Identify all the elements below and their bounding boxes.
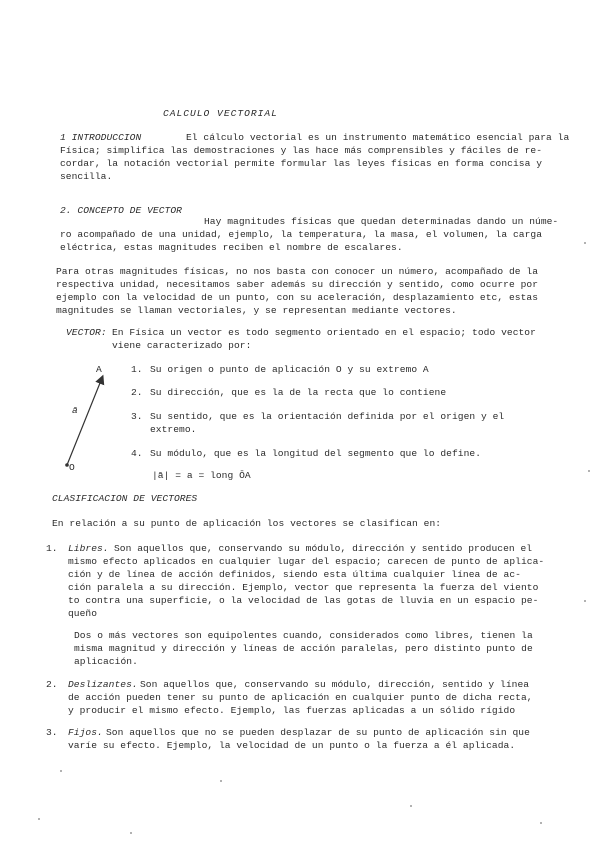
- vector-definition-label: VECTOR:: [66, 327, 107, 338]
- scan-artifact: [220, 780, 222, 782]
- list-item-number: 3.: [46, 727, 58, 738]
- paragraph-line: Son aquellos que no se pueden desplazar de su punto de aplicación sin que: [106, 727, 530, 738]
- paragraph-line: Son aquellos que, conservando su módulo, dirección, sentido y línea: [140, 679, 530, 690]
- paragraph-line: Dos o más vectores son equipolentes cuando, considerados como libres, tienen la: [74, 630, 533, 641]
- paragraph-line: En relación a su punto de aplicación los vectores se clasifican en:: [52, 518, 442, 529]
- paragraph-line: viene caracterizado por:: [112, 340, 252, 351]
- scan-artifact: [60, 770, 62, 772]
- paragraph-line: En Física un vector es todo segmento orientado en el espacio; todo vector: [112, 327, 536, 338]
- paragraph-line: de acción pueden tener su punto de aplicación en cualquier punto de dicha recta,: [68, 692, 533, 703]
- list-item-continuation: extremo.: [150, 424, 197, 435]
- list-item-number: 4.: [131, 448, 143, 459]
- scan-artifact: [584, 242, 586, 244]
- list-item-number: 3.: [131, 411, 143, 422]
- paragraph-line: eléctrica, estas magnitudes reciben el nombre de escalares.: [60, 242, 403, 253]
- scan-artifact: [38, 818, 40, 820]
- paragraph-line: misma magnitud y dirección y líneas de acción paralelas, pero distinto punto de: [74, 643, 533, 654]
- paragraph-line: cordar, la notación vectorial permite formular las leyes físicas en forma concisa y: [60, 158, 542, 169]
- list-item: Su sentido, que es la orientación definida por el origen y el: [150, 411, 505, 422]
- paragraph-line: Para otras magnitudes físicas, no nos basta con conocer un número, acompañado de la: [56, 266, 538, 277]
- scan-artifact: [584, 600, 586, 602]
- list-item-number: 1.: [131, 364, 143, 375]
- section-3-heading: CLASIFICACION DE VECTORES: [52, 493, 198, 504]
- section-1-heading: 1 INTRODUCCION: [60, 132, 142, 143]
- scan-artifact: [410, 805, 412, 807]
- paragraph-line: respectiva unidad, necesitamos saber además su dirección y sentido, como ocurre por: [56, 279, 538, 290]
- paragraph-line: ción y de línea de acción definidos, siendo esta última cualquier línea de ac-: [68, 569, 521, 580]
- paragraph-line: magnitudes se llaman vectoriales, y se representan mediante vectores.: [56, 305, 457, 316]
- list-item-number: 2.: [46, 679, 58, 690]
- paragraph-line: sencilla.: [60, 171, 113, 182]
- term-deslizantes: Deslizantes.: [68, 679, 138, 690]
- paragraph-line: El cálculo vectorial es un instrumento matemático esencial para la: [186, 132, 570, 143]
- paragraph-line: to contra una superficie, o la velocidad de las gotas de lluvia en un espacio pe-: [68, 595, 539, 606]
- paragraph-line: ción paralela a su dirección. Ejemplo, vector que representa la fuerza del viento: [68, 582, 539, 593]
- paragraph-line: Son aquellos que, conservando su módulo, dirección y sentido producen el: [114, 543, 533, 554]
- list-item-number: 1.: [46, 543, 58, 554]
- paragraph-line: y producir el mismo efecto. Ejemplo, las fuerzas aplicadas a un sólido rígido: [68, 705, 516, 716]
- document-title: CALCULO VECTORIAL: [163, 108, 278, 119]
- scan-artifact: [588, 470, 590, 472]
- term-fijos: Fijos.: [68, 727, 103, 738]
- list-item: Su módulo, que es la longitud del segmento que lo define.: [150, 448, 482, 459]
- point-o-label: O: [69, 462, 75, 473]
- paragraph-line: ro acompañado de una unidad, ejemplo, la temperatura, la masa, el volumen, la carga: [60, 229, 542, 240]
- list-item-number: 2.: [131, 387, 143, 398]
- paragraph-line: queño: [68, 608, 98, 619]
- point-a-label: A: [96, 364, 102, 375]
- list-item: Su origen o punto de aplicación O y su extremo A: [150, 364, 429, 375]
- paragraph-line: aplicación.: [74, 656, 138, 667]
- paragraph-line: varíe su efecto. Ejemplo, la velocidad de un punto o la fuerza a él aplicada.: [68, 740, 516, 751]
- vector-a-label: ā: [72, 405, 78, 416]
- term-libres: Libres.: [68, 543, 109, 554]
- paragraph-line: ejemplo con la velocidad de un punto, con su aceleración, desplazamiento etc, estas: [56, 292, 538, 303]
- paragraph-line: mismo efecto aplicados en cualquier lugar del espacio; carecen de punto de aplica-: [68, 556, 545, 567]
- list-item: Su dirección, que es la de la recta que lo contiene: [150, 387, 447, 398]
- scan-artifact: [540, 822, 542, 824]
- paragraph-line: Hay magnitudes físicas que quedan determinadas dando un núme-: [204, 216, 559, 227]
- paragraph-line: Física; simplifica las demostraciones y las hace más comprensibles y fáciles de re-: [60, 145, 542, 156]
- section-2-heading: 2. CONCEPTO DE VECTOR: [60, 205, 182, 216]
- modulus-formula: |ā| = a = long ŌA: [152, 470, 251, 481]
- scan-artifact: [130, 832, 132, 834]
- vector-arrow: [67, 378, 102, 465]
